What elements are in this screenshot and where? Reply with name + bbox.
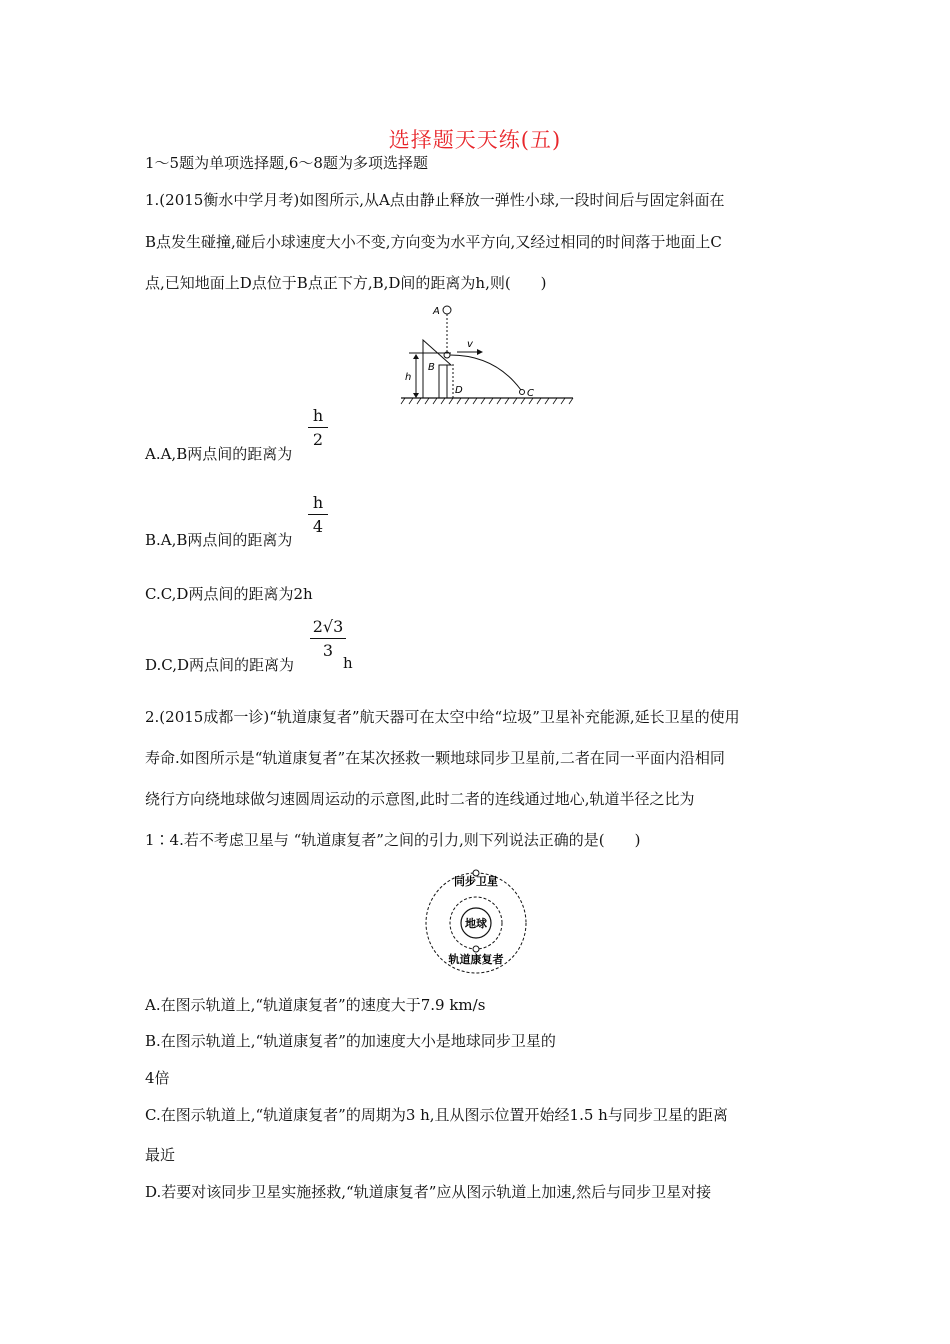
h-arrow-down <box>413 393 419 398</box>
h-arrow-up <box>413 354 419 359</box>
fraction-bar <box>310 638 346 639</box>
q1-option-d-suffix: h <box>343 654 353 672</box>
fraction-numerator: 2√3 <box>312 617 344 636</box>
q1-line-3: 点,已知地面上D点位于B点正下方,B,D间的距离为h,则( ) <box>145 274 547 292</box>
label-b: B <box>428 362 435 373</box>
q1-option-c: C.C,D两点间的距离为2h <box>145 585 313 603</box>
q1-figure <box>395 300 595 410</box>
q2-line-4: 1∶4.若不考虑卫星与 “轨道康复者”之间的引力,则下列说法正确的是( ) <box>145 831 641 849</box>
ground-hatch <box>401 398 573 404</box>
q1-option-a-fraction <box>308 406 328 449</box>
label-h: h <box>405 372 412 383</box>
q2-line-3: 绕行方向绕地球做匀速圆周运动的示意图,此时二者的连线通过地心,轨道半径之比为 <box>145 790 695 808</box>
fraction-denominator: 2 <box>312 430 324 449</box>
q2-option-a: A.在图示轨道上,“轨道康复者”的速度大于7.9 km/s <box>145 996 486 1014</box>
q1-line-2: B点发生碰撞,碰后小球速度大小不变,方向变为水平方向,又经过相同的时间落于地面上C <box>145 233 722 251</box>
label-c: C <box>527 388 534 399</box>
q2-option-b-line-2: 4倍 <box>145 1069 170 1087</box>
fraction-bar <box>308 514 328 515</box>
q1-option-b: B.A,B两点间的距离为 <box>145 531 293 549</box>
fraction-denominator: 3 <box>322 641 334 660</box>
ball-c <box>520 390 525 395</box>
q1-option-d-fraction <box>310 617 346 660</box>
page-title: 选择题天天练(五) <box>388 128 562 152</box>
q1-option-d: D.C,D两点间的距离为 <box>145 656 294 674</box>
ball-a <box>443 306 451 314</box>
q1-option-b-fraction <box>308 493 328 536</box>
velocity-arrowhead <box>477 349 483 355</box>
q1-option-a: A.A,B两点间的距离为 <box>145 445 293 463</box>
q2-line-1: 2.(2015成都一诊)“轨道康复者”航天器可在太空中给“垃圾”卫星补充能源,延长卫星的使用 <box>145 708 740 726</box>
label-v: v <box>467 339 473 350</box>
rescue-craft <box>473 946 479 952</box>
label-rescue-craft: 轨道康复者 <box>448 953 504 966</box>
fraction-bar <box>308 427 328 428</box>
q2-option-d: D.若要对该同步卫星实施拯救,“轨道康复者”应从图示轨道上加速,然后与同步卫星对接 <box>145 1183 712 1201</box>
fraction-denominator: 4 <box>312 517 324 536</box>
label-a: A <box>433 306 440 317</box>
q1-line-1: 1.(2015衡水中学月考)如图所示,从A点由静止释放一弹性小球,一段时间后与固定斜面在 <box>145 191 725 209</box>
q2-line-2: 寿命.如图所示是“轨道康复者”在某次拯救一颗地球同步卫星前,二者在同一平面内沿相同 <box>145 749 725 767</box>
q2-option-b-line-1: B.在图示轨道上,“轨道康复者”的加速度大小是地球同步卫星的 <box>145 1032 556 1050</box>
intro-text: 1～5题为单项选择题,6～8题为多项选择题 <box>145 154 428 172</box>
fraction-numerator: h <box>312 493 324 512</box>
label-earth: 地球 <box>465 917 487 930</box>
q2-figure <box>412 862 540 980</box>
stand <box>439 365 447 398</box>
label-sync-satellite: 同步卫星 <box>454 875 498 888</box>
label-d: D <box>455 385 463 396</box>
q2-option-c-line-2: 最近 <box>145 1146 176 1164</box>
q2-option-c-line-1: C.在图示轨道上,“轨道康复者”的周期为3 h,且从图示位置开始经1.5 h与同步卫星的距离 <box>145 1106 728 1124</box>
fraction-numerator: h <box>312 406 324 425</box>
